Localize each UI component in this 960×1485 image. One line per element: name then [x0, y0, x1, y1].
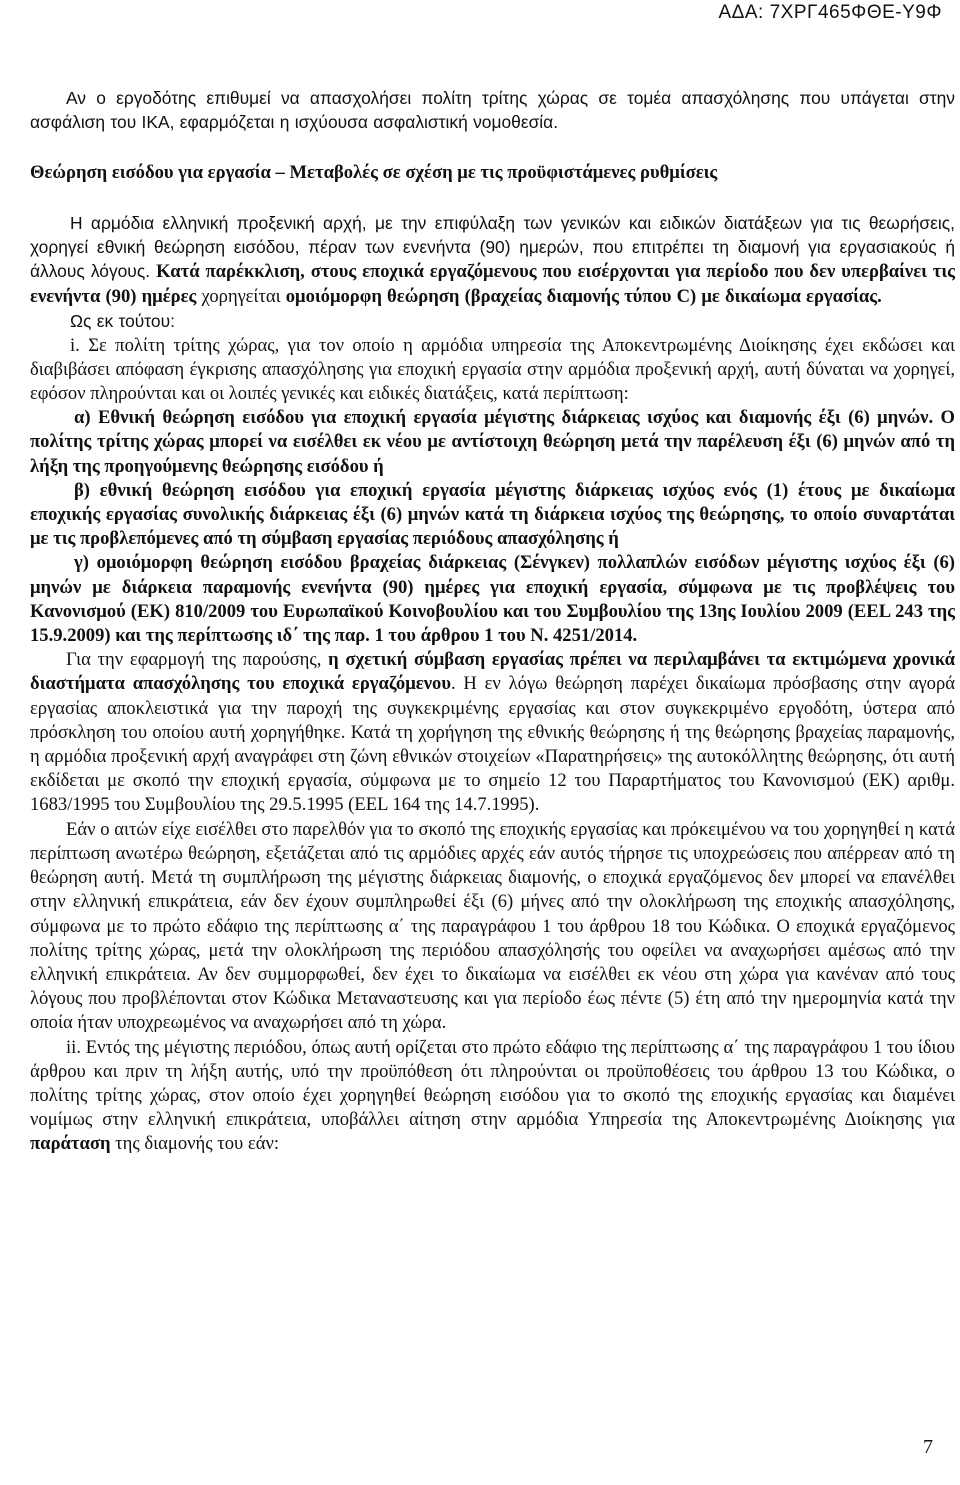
item-c-text: γ) ομοιόμορφη θεώρηση εισόδου βραχείας διάρκειας (Σένγκεν) πολλαπλών εισόδων μέγιστης ισχύος έξι (6) μηνών με διάρκεια παραμονής ενενήντα (90) ημέρες για εποχική εργασία, σύμφωνα με τις προβλέψεις του Κανονισμού (ΕΚ) 810/2009 του Ευρωπαϊκού Κοινοβουλίου και του Συμβουλίου της 13ης Ιουλίου 2009 (EEL 243 της 15.9.2009) και της περίπτωσης ιδ΄ της παρ. 1 του άρθρου 1 του Ν. 4251/2014.	[30, 552, 955, 647]
item-ii-bold: παράταση	[30, 1133, 111, 1155]
visa-paragraph	[30, 211, 955, 310]
item-b	[30, 479, 955, 552]
contract-paragraph-bold: η σχετική σύμβαση εργασίας πρέπει να περιλαμβάνει τα εκτιμώμενα χρονικά διαστήματα απασχόλησης του εποχικά εργαζόμενου	[30, 649, 955, 695]
contract-paragraph-text: Για την εφαρμογή της παρούσης,	[66, 649, 329, 671]
contract-paragraph	[30, 648, 955, 817]
ada-header: ΑΔΑ: 7ΧΡΓ465ΦΘΕ-Υ9Φ	[718, 2, 942, 23]
item-i-text: Σε πολίτη τρίτης χώρας, για τον οποίο η αρμόδια υπηρεσία της Αποκεντρωμένης Διοίκησης έχει εκδώσει και διαβιβάσει απόφαση έγκρισης απασχόλησης για εποχική εργασία στην αρμόδια προξενική αρχή, αυτή δύναται να χορηγεί, εφόσον πληρούνται και οι λοιπές γενικές και ειδικές διατάξεις, κατά περίπτωση:	[30, 334, 955, 405]
document-body	[30, 86, 955, 1157]
visa-paragraph-text-2: χορηγείται	[196, 286, 286, 308]
item-ii	[30, 1036, 955, 1157]
section-title	[30, 161, 955, 185]
section-title-text: Θεώρηση εισόδου για εργασία – Μεταβολές σε σχέση με τις προϋφιστάμενες ρυθμίσεις	[30, 162, 718, 184]
item-a	[30, 406, 955, 479]
item-i-marker: i.	[70, 334, 80, 356]
visa-paragraph-bold: Κατά παρέκκλιση, στους εποχικά εργαζόμενους που εισέρχονται για περίοδο που δεν υπερβαίνει τις ενενήντα (90) ημέρες	[30, 261, 955, 308]
item-b-text: β) εθνική θεώρηση εισόδου για εποχική εργασία μέγιστης διάρκειας ισχύος ενός (1) έτους με δικαίωμα εποχικής εργασίας συνολικής διάρκειας έξι (6) μηνών κατά τη διάρκεια ισχύος της θεώρησης, το οποίο συναρτάται με τις προβλεπόμενες από τη σύμβαση εργασίας περιόδους απασχόλησης ή	[30, 479, 955, 550]
item-ii-text: ii. Εντός της μέγιστης περιόδου, όπως αυτή ορίζεται στο πρώτο εδάφιο της περίπτωσης α΄ της παραγράφου 1 του ίδιου άρθρου και πριν τη λήξη αυτής, υπό την προϋπόθεση ότι πληρούνται οι προϋποθέσεις του άρθρου 13 του Κώδικα, ο πολίτης τρίτης χώρας, στον οποίο έχει χορηγηθεί θεώρηση εισόδου για το σκοπό της εποχικής εργασίας και διαμένει νομίμως στην ελληνική επικράτεια, υποβάλλει αίτηση στην αρμόδια Υπηρεσία της Αποκεντρωμένης Διοίκησης για	[30, 1036, 955, 1131]
visa-paragraph-bold-2: ομοιόμορφη θεώρηση (βραχείας διαμονής τύπου C) με δικαίωμα εργασίας.	[285, 286, 882, 308]
item-ii-text-2: της διαμονής του εάν:	[110, 1133, 280, 1155]
item-a-text: α) Εθνική θεώρηση εισόδου για εποχική εργασία μέγιστης διάρκειας ισχύος και διαμονής έξι (6) μηνών. Ο πολίτης τρίτης χώρας μπορεί να εισέλθει εκ νέου με αντίστοιχη θεώρηση μετά την παρέλευση έξι (6) μηνών από τη λήξη της προηγούμενης θεώρησης εισόδου ή	[30, 407, 955, 477]
item-i	[30, 334, 955, 407]
prior-entry-paragraph: Εάν ο αιτών είχε εισέλθει στο παρελθόν για το σκοπό της εποχικής εργασίας και πρόκειμένου να του χορηγηθεί η κατά περίπτωση ανωτέρω θεώρηση, εξετάζεται από τις αρμόδιες αρχές εάν αυτός τήρησε τις υποχρεώσεις που απέρρεαν από τη θεώρηση αυτή. Μετά τη συμπλήρωση της μέγιστης διάρκειας διαμονής, ο εποχικά εργαζόμενος δεν μπορεί να επανέλθει στην ελληνική επικράτεια, εάν δεν έχουν συμπληρωθεί έξι (6) μήνες από την ολοκλήρωση της εποχικής απασχόλησης, σύμφωνα με το πρώτο εδάφιο της περίπτωσης α΄ της παραγράφου 1 του άρθρου 18 του Κώδικα. Ο εποχικά εργαζόμενος πολίτης τρίτης χώρας, μετά την ολοκλήρωση της περιόδου απασχόλησής του οφείλει να αναχωρήσει αμέσως από την ελληνική επικράτεια. Αν δεν συμμορφωθεί, δεν έχει το δικαίωμα να εισέλθει εκ νέου στη χώρα για κανέναν από τους λόγους που προβλέπονται στον Κώδικα Μεταναστευσης και για περίοδο έως πέντε (5) έτη από την ημερομηνία κατά την οποία ήταν υποχρεωμένος να αναχωρήσει από τη χώρα.	[30, 818, 955, 1034]
contract-paragraph-text-2: . Η εν λόγω θεώρηση παρέχει δικαίωμα πρόσβασης στην αγορά εργασίας αποκλειστικά για την παροχή της συγκεκριμένης εργασίας και στον συγκεκριμένο εργοδότη, ύστερα από πρόσκληση του οποίου αυτή χορηγήθηκε. Κατά τη χορήγηση της εθνικής θεώρησης ή της θεώρησης βραχείας παραμονής, η αρμόδια προξενική αρχή αναγράφει στη ζώνη εθνικών στοιχείων «Παρατηρήσεις» της αυτοκόλλητης θεώρησης, ότι αυτή εκδίδεται με σκοπό την εποχική εργασία, σύμφωνα με το σημείο 12 του Παραρτήματος του Κανονισμού (ΕΚ) αριθμ. 1683/1995 του Συμβουλίου της 29.5.1995 (EEL 164 της 14.7.1995).	[30, 673, 955, 816]
as-such-line: Ως εκ τούτου:	[70, 311, 175, 332]
page-number: 7	[923, 1436, 933, 1458]
intro-paragraph: Αν ο εργοδότης επιθυμεί να απασχολήσει πολίτη τρίτης χώρας σε τομέα απασχόλησης που υπάγεται στην ασφάλιση του ΙΚΑ, εφαρμόζεται η ισχύουσα ασφαλιστική νομοθεσία.	[30, 88, 955, 133]
item-c	[30, 551, 955, 648]
visa-paragraph-text: Η αρμόδια ελληνική προξενική αρχή, με την επιφύλαξη των γενικών και ειδικών διατάξεων για τις θεωρήσεις, χορηγεί εθνική θεώρηση εισόδου, πέραν των ενενήντα (90) ημερών, που επιτρέπει τη διαμονή για εργασιακούς ή άλλους λόγους.	[30, 212, 955, 282]
